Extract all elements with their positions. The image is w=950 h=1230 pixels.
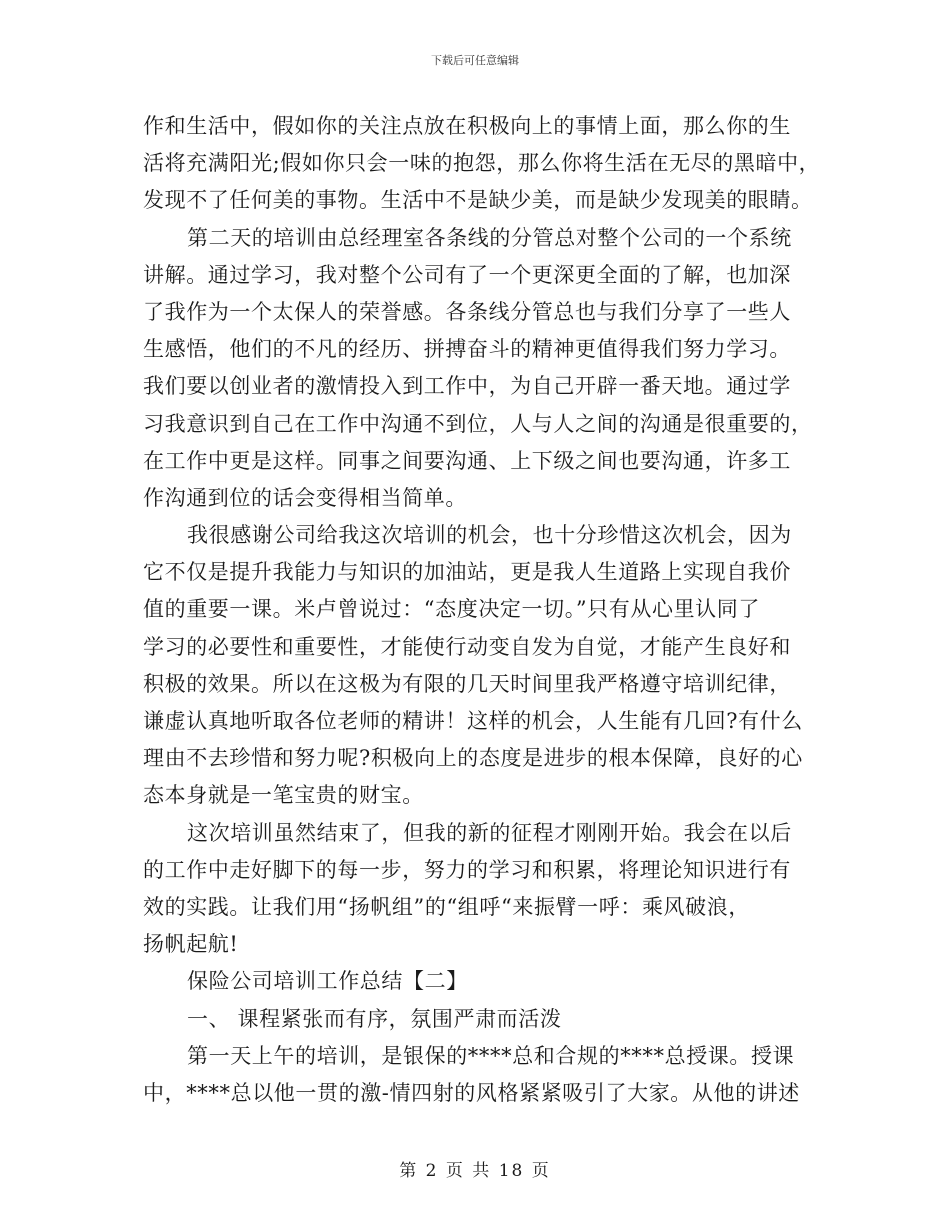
text-line: 我们要以创业者的激情投入到工作中，为自己开辟一番天地。通过学 <box>143 374 791 399</box>
page-footer: 第 2 页 共 18 页 <box>399 1161 551 1181</box>
text-line: 在工作中更是这样。同事之间要沟通、上下级之间也要沟通，许多工 <box>143 448 791 473</box>
text-line: 我很感谢公司给我这次培训的机会，也十分珍惜这次机会，因为 <box>187 523 792 548</box>
text-line: 这次培训虽然结束了，但我的新的征程才刚刚开始。我会在以后 <box>187 820 792 845</box>
text-line: 发现不了任何美的事物。生活中不是缺少美，而是缺少发现美的眼睛。 <box>143 188 813 213</box>
text-line: 一、 课程紧张而有序，氛围严肃而活泼 <box>187 1006 562 1031</box>
text-line: 作沟通到位的话会变得相当简单。 <box>143 485 467 510</box>
text-line: 第一天上午的培训，是银保的****总和合规的****总授课。授课 <box>187 1043 795 1068</box>
text-line: 态本身就是一笔宝贵的财宝。 <box>143 783 424 808</box>
text-line: 理由不去珍惜和努力呢?积极向上的态度是进步的根本保障，良好的心 <box>143 746 803 771</box>
text-line: 保险公司培训工作总结【二】 <box>187 969 468 994</box>
text-line: 作和生活中，假如你的关注点放在积极向上的事情上面，那么你的生 <box>143 114 791 138</box>
text-line: 讲解。通过学习，我对整个公司有了一个更深更全面的了解，也加深 <box>143 262 791 287</box>
text-line: 扬帆起航! <box>143 932 239 957</box>
text-line: 谦虚认真地听取各位老师的精讲！这样的机会，人生能有几回?有什么 <box>143 709 803 733</box>
text-line: 的工作中走好脚下的每一步，努力的学习和积累，将理论知识进行有 <box>143 857 791 882</box>
text-line: 活将充满阳光;假如你只会一味的抱怨，那么你将生活在无尽的黑暗中， <box>143 151 821 176</box>
text-line: 中，****总以他一贯的激-情四射的风格紧紧吸引了大家。从他的讲述 <box>143 1080 800 1105</box>
text-line: 生感悟，他们的不凡的经历、拼搏奋斗的精神更值得我们努力学习。 <box>143 337 791 362</box>
text-line: 学习的必要性和重要性，才能使行动变自发为自觉，才能产生良好和 <box>143 634 791 659</box>
page-header: 下载后可任意编辑 <box>431 54 519 67</box>
text-line: 效的实践。让我们用“扬帆组”的“组呼“来振臂一呼：乘风破浪， <box>143 894 750 919</box>
document-body <box>143 108 821 1112</box>
text-line: 第二天的培训由总经理室各条线的分管总对整个公司的一个系统 <box>187 225 792 250</box>
text-line: 积极的效果。所以在这极为有限的几天时间里我严格遵守培训纪律， <box>143 671 791 696</box>
text-line: 习我意识到自己在工作中沟通不到位，人与人之间的沟通是很重要的， <box>143 411 813 436</box>
text-line: 了我作为一个太保人的荣誉感。各条线分管总也与我们分享了一些人 <box>143 299 791 324</box>
text-line: 它不仅是提升我能力与知识的加油站，更是我人生道路上实现自我价 <box>143 560 791 585</box>
text-line: 值的重要一课。米卢曾说过：“态度决定一切。”只有从心里认同了 <box>143 597 760 622</box>
